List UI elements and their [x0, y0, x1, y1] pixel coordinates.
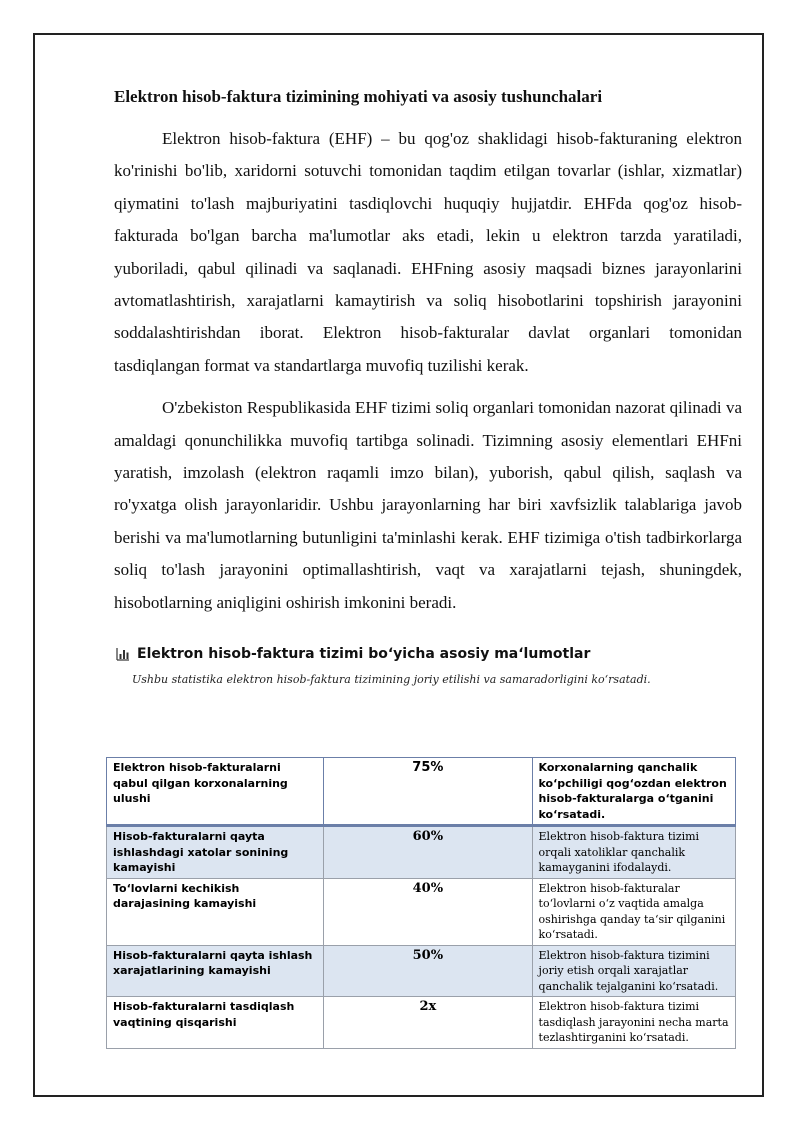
- row-description: Elektron hisob-faktura tizimi orqali xatoliklar qanchalik kamayganini ifodalaydi.: [532, 826, 735, 879]
- row-value: 40%: [324, 878, 532, 945]
- table-row: [107, 945, 736, 997]
- row-label: Hisob-fakturalarni qayta ishlash xarajatlarining kamayishi: [107, 945, 324, 997]
- table-row: [107, 758, 736, 826]
- table-row: [107, 878, 736, 945]
- table-row: [107, 997, 736, 1049]
- document-body: [114, 84, 742, 686]
- paragraph-2: O'zbekiston Respublikasida EHF tizimi soliq organlari tomonidan nazorat qilinadi va amaldagi qonunchilikka muvofiq tartibga solinadi. Tizimning asosiy elementlari EHFni yaratish, imzolash (elektron raqamli imzo bilan), yuborish, qabul qilish, saqlash va ro'yxatga olish jarayonlaridir. Ushbu jarayonlarning har biri xavfsizlik talablariga javob berishi va ma'lumotlarning butunligini ta'minlashi kerak. EHF tizimiga o'tish tadbirkorlarga soliq to'lash jarayonini optimallashtirish, vaqt va xarajatlarni tejash, shuningdek, hisobotlarning aniqligini oshirish imkonini beradi.: [114, 398, 742, 612]
- document-heading: Elektron hisob-faktura tizimining mohiyati va asosiy tushunchalari: [114, 87, 603, 106]
- table-row: [107, 826, 736, 879]
- row-value: 75%: [324, 758, 532, 826]
- row-value: 2x: [324, 997, 532, 1049]
- row-label: Elektron hisob-fakturalarni qabul qilgan korxonalarning ulushi: [107, 758, 324, 826]
- row-description: Elektron hisob-faktura tizimi tasdiqlash jarayonini necha marta tezlashtirganini ko‘rsatadi.: [532, 997, 735, 1049]
- row-value: 50%: [324, 945, 532, 997]
- row-value: 60%: [324, 826, 532, 879]
- row-label: Hisob-fakturalarni tasdiqlash vaqtining qisqarishi: [107, 997, 324, 1049]
- row-label: Hisob-fakturalarni qayta ishlashdagi xatolar sonining kamayishi: [107, 826, 324, 879]
- row-description: Elektron hisob-fakturalar to‘lovlarni o‘z vaqtida amalga oshirishga qanday ta‘sir qilganini ko‘rsatadi.: [532, 878, 735, 945]
- row-label: To‘lovlarni kechikish darajasining kamayishi: [107, 878, 324, 945]
- row-description: Korxonalarning qanchalik ko‘pchiligi qog‘ozdan elektron hisob-fakturalarga o‘tganini ko‘rsatadi.: [532, 758, 735, 826]
- row-description: Elektron hisob-faktura tizimini joriy etish orqali xarajatlar qanchalik tejalganini ko‘rsatadi.: [532, 945, 735, 997]
- stats-section-title: [114, 643, 742, 665]
- paragraph-1: Elektron hisob-faktura (EHF) – bu qog'oz shaklidagi hisob-fakturaning elektron ko'rinishi bo'lib, xaridorni sotuvchi tomonidan taqdim etilgan tovarlar (ishlar, xizmatlar) qiymatini to'lash majburiyatini tasdiqlovchi huquqiy hujjatdir. EHFda qog'oz hisob-fakturada bo'lgan barcha ma'lumotlar aks etadi, lekin u elektron tarzda yaratiladi, yuboriladi, qabul qilinadi va saqlanadi. EHFning asosiy maqsadi biznes jarayonlarini avtomatlashtirish, xarajatlarni kamaytirish va soliq hisobotlarini topshirish jarayonini soddalashtirishdan iborat. Elektron hisob-fakturalar davlat organlari tomonidan tasdiqlangan format va standartlarga muvofiq tuzilishi kerak.: [114, 129, 742, 375]
- stats-title: Elektron hisob-faktura tizimi bo‘yicha asosiy ma‘lumotlar: [137, 646, 591, 663]
- bar-chart-icon: [116, 647, 130, 661]
- stats-table: [106, 757, 736, 1049]
- stats-caption: Ushbu statistika elektron hisob-faktura tizimining joriy etilishi va samaradorligini ko‘rsatadi.: [132, 673, 651, 687]
